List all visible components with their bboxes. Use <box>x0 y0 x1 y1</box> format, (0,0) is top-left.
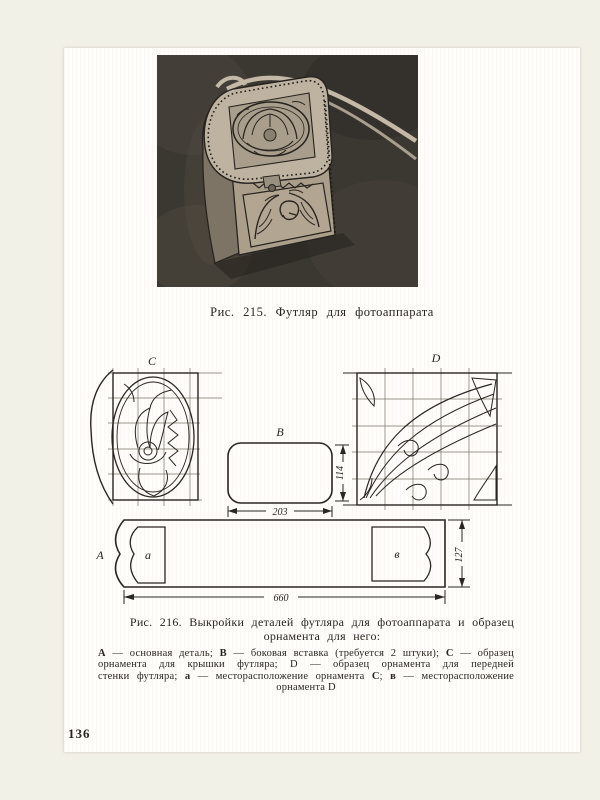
fig216-caption-line2: орнамента для него: <box>263 628 381 643</box>
legend-term-C: С <box>445 648 454 659</box>
label-v-inner: в <box>394 547 400 561</box>
legend-line-1: А — основная деталь; В — боковая вставка (требуется 2 штуки); С — образец <box>98 648 514 659</box>
camera-case-photo-drawing <box>157 55 418 287</box>
legend-line-3: стенки футляра; а — месторасположение орнамента С; в — месторасположение <box>98 670 515 682</box>
legend-term-a: а <box>184 670 191 682</box>
legend-term-v: в <box>390 670 397 682</box>
label-d: D <box>431 351 441 365</box>
legend-line-2: орнамента для крышки футляра; D — образец орнамента для передней <box>98 659 514 671</box>
dim-660: 660 <box>273 593 289 604</box>
legend-term-C2: С <box>371 670 380 682</box>
fig216-caption-line1: Рис. 216. Выкройки деталей футляра для фотоаппарата и образец <box>129 615 515 629</box>
fig216-caption <box>64 616 580 643</box>
legend-line-4: орнамента D <box>276 681 336 693</box>
side-insert-b <box>228 425 349 518</box>
fig216-drawing <box>80 350 520 612</box>
case-flap <box>204 77 332 188</box>
dim-114: 114 <box>335 465 346 481</box>
fig215-photo <box>157 55 418 287</box>
dim-127: 127 <box>454 547 465 563</box>
label-c: C <box>147 354 157 368</box>
page-number: 136 <box>68 726 91 741</box>
fig216-legend <box>98 648 514 693</box>
legend-term-B: В <box>219 648 227 659</box>
dim-203: 203 <box>272 507 288 518</box>
ornament-d-panel <box>343 351 512 510</box>
label-a: A <box>96 548 104 562</box>
label-a-inner: a <box>145 548 151 562</box>
book-page <box>64 48 580 752</box>
main-part-a <box>95 520 470 604</box>
fig215-caption: Рис. 215. Футляр для фотоаппарата <box>210 305 434 319</box>
legend-term-A: А <box>98 648 106 659</box>
label-b: B <box>276 425 284 439</box>
ornament-c-panel <box>91 354 222 506</box>
